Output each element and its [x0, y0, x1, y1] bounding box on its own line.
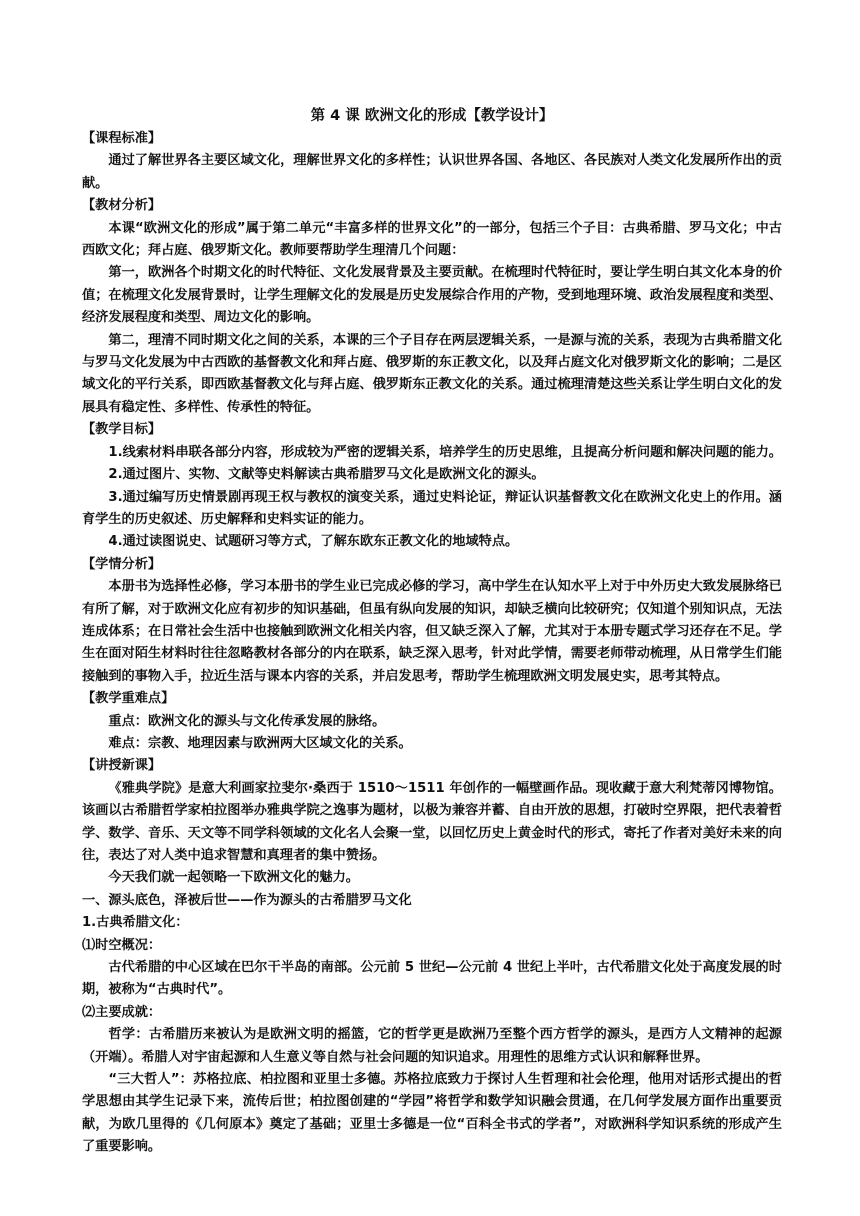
section-heading: 【教学目标】 — [82, 422, 162, 438]
paragraph: 《雅典学院》是意大利画家拉斐尔·桑西于 1510～1511 年创作的一幅壁画作品。现收藏于意大利梵蒂冈博物馆。该画以古希腊哲学家柏拉图举办雅典学院之逸事为题材，以极为兼容并蓄、自由开放的思想，打破时空界限，把代表着哲学、数学、音乐、天文等不同学科领域的文化名人会聚一堂，以回忆历史上黄金时代的形式，寄托了作者对美好未来的向往，表达了对人类中追求智慧和真理者的集中赞扬。 — [82, 780, 782, 863]
part-heading: 一、源头底色，泽被后世——作为源头的古希腊罗马文化 — [82, 892, 412, 908]
section-course-standard — [82, 128, 782, 195]
section-heading: 【教材分析】 — [82, 198, 162, 214]
paragraph: “三大哲人”：苏格拉底、柏拉图和亚里士多德。苏格拉底致力于探讨人生哲理和社会伦理，他用对话形式提出的哲学思想由其学生记录下来，流传后世；柏拉图创建的“学园”将哲学和数学知识融会贯通，在几何学发展方面作出重要贡献，为欧几里得的《几何原本》奠定了基础；亚里士多德是一位“百科全书式的学者”，对欧洲科学知识系统的形成产生了重要影响。 — [82, 1072, 782, 1155]
item-heading: ⑵主要成就： — [82, 1004, 162, 1020]
difficult-point: 难点：宗教、地理因素与欧洲两大区域文化的关系。 — [108, 735, 412, 751]
section-textbook-analysis — [82, 195, 782, 419]
document-page — [82, 104, 782, 1159]
section-teaching-goals — [82, 419, 782, 553]
paragraph: 本课“欧洲文化的形成”属于第二单元“丰富多样的世界文化”的一部分，包括三个子目：古典希腊、罗马文化；中古西欧文化；拜占庭、俄罗斯文化。教师要帮助学生理清几个问题： — [82, 220, 782, 259]
section-heading: 【课程标准】 — [82, 131, 162, 146]
key-point: 重点：欧洲文化的源头与文化传承发展的脉络。 — [108, 713, 386, 729]
paragraph: 第一，欧洲各个时期文化的时代特征、文化发展背景及主要贡献。在梳理时代特征时，要让学生明白其文化本身的价值；在梳理文化发展背景时，让学生理解文化的发展是历史发展综合作用的产物，受到地理环境、政治发展程度和类型、经济发展程度和类型、周边文化的影响。 — [82, 265, 782, 326]
paragraph: 古代希腊的中心区域在巴尔干半岛的南部。公元前 5 世纪—公元前 4 世纪上半叶，古代希腊文化处于高度发展的时期，被称为“古典时代”。 — [82, 960, 782, 998]
paragraph: 今天我们就一起领略一下欧洲文化的魅力。 — [108, 870, 359, 886]
document-title: 第 4 课 欧洲文化的形成【教学设计】 — [310, 108, 554, 124]
section-heading: 【讲授新课】 — [82, 758, 162, 774]
item-heading: ⑴时空概况： — [82, 937, 162, 953]
paragraph: 第二，理清不同时期文化之间的关系，本课的三个子目存在两层逻辑关系，一是源与流的关系，表现为古典希腊文化与罗马文化发展为中古西欧的基督教文化和拜占庭、俄罗斯的东正教文化，以及拜占庭文化对俄罗斯文化的影响；二是区域文化的平行关系，即西欧基督教文化与拜占庭、俄罗斯东正教文化的关系。通过梳理清楚这些关系让学生明白文化的发展具有稳定性、多样性、传承性的特征。 — [82, 332, 782, 415]
section-student-analysis — [82, 554, 782, 688]
section-new-lesson — [82, 755, 782, 889]
section-heading: 【教学重难点】 — [82, 691, 175, 707]
goal-item: 2.通过图片、实物、文献等史料解读古典希腊罗马文化是欧洲文化的源头。 — [108, 467, 545, 483]
part-one — [82, 890, 782, 1159]
goal-item: 1.线索材料串联各部分内容，形成较为严密的逻辑关系，培养学生的历史思维，且提高分析问题和解决问题的能力。 — [108, 444, 782, 460]
section-heading: 【学情分析】 — [82, 556, 162, 572]
section-key-points — [82, 688, 782, 755]
sub-heading: 1.古典希腊文化： — [82, 915, 189, 931]
paragraph: 哲学：古希腊历来被认为是欧洲文明的摇篮，它的哲学更是欧洲乃至整个西方哲学的源头，是西方人文精神的起源（开端）。希腊人对宇宙起源和人生意义等自然与社会问题的知识追求。用理性的思维方式认识和解释世界。 — [82, 1027, 782, 1065]
paragraph: 通过了解世界各主要区域文化，理解世界文化的多样性；认识世界各国、各地区、各民族对人类文化发展所作出的贡献。 — [82, 153, 782, 191]
goal-item: 4.通过读图说史、试题研习等方式，了解东欧东正教文化的地域特点。 — [108, 534, 519, 550]
paragraph: 本册书为选择性必修，学习本册书的学生业已完成必修的学习，高中学生在认知水平上对于中外历史大致发展脉络已有所了解，对于欧洲文化应有初步的知识基础，但虽有纵向发展的知识，却缺乏横向比较研究；仅知道个别知识点，无法连成体系；在日常社会生活中也接触到欧洲文化相关内容，但又缺乏深入了解，尤其对于本册专题式学习还存在不足。学生在面对陌生材料时往往忽略教材各部分的内在联系，缺乏深入思考，针对此学情，需要老师带动梳理，从日常学生们能接触到的事物入手，拉近生活与课本内容的关系，并启发思考，帮助学生梳理欧洲文明发展史实，思考其特点。 — [82, 579, 782, 684]
goal-item: 3.通过编写历史情景剧再现王权与教权的演变关系，通过史料论证，辩证认识基督教文化在欧洲文化史上的作用。涵育学生的历史叙述、历史解释和史料实证的能力。 — [82, 489, 782, 527]
